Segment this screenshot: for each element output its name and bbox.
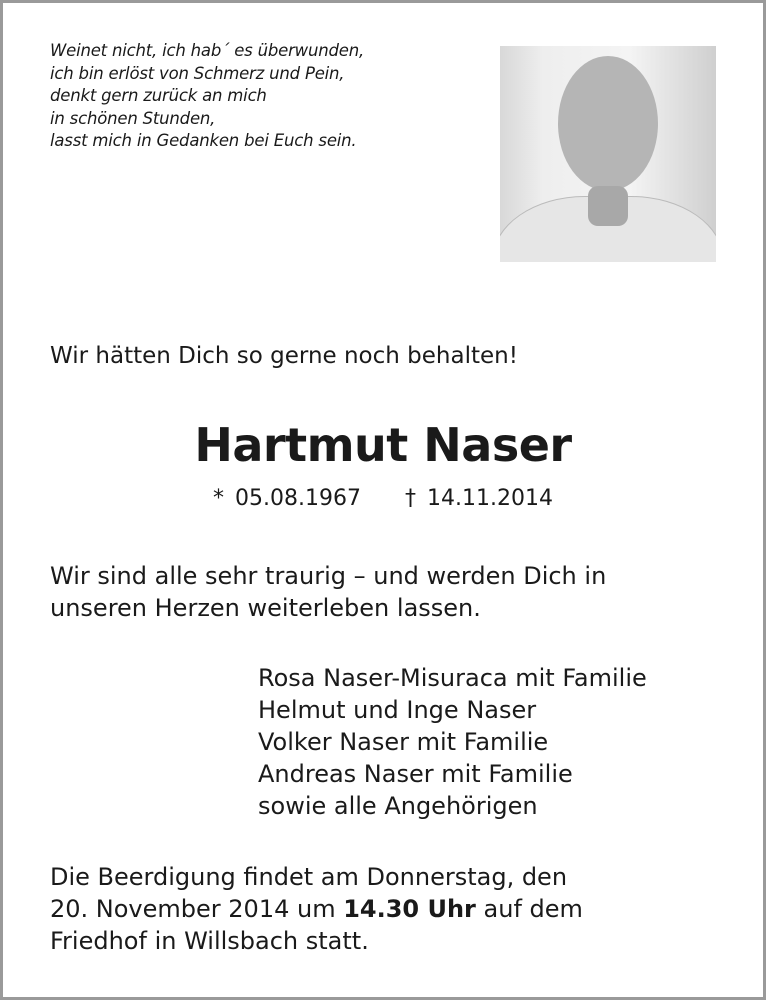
mourner: sowie alle Angehörigen [258, 792, 538, 820]
funeral-line [50, 893, 583, 925]
poem [50, 40, 364, 153]
portrait-photo [500, 46, 716, 262]
poem-line: ich bin erlöst von Schmerz und Pein, [50, 63, 345, 83]
mourner: Helmut und Inge Naser [258, 696, 537, 724]
mourners-list [258, 662, 647, 822]
lead-line: Wir hätten Dich so gerne noch behalten! [50, 343, 518, 369]
message [50, 560, 606, 624]
poem-line: in schönen Stunden, [50, 108, 216, 128]
life-dates [0, 486, 766, 511]
mourner: Rosa Naser-Misuraca mit Familie [258, 664, 647, 692]
poem-line: Weinet nicht, ich hab´ es überwunden, [50, 41, 364, 60]
death-date: † 14.11.2014 [404, 486, 553, 511]
funeral-line: Die Beerdigung findet am Donnerstag, den [50, 863, 568, 891]
deceased-name: Hartmut Naser [194, 418, 572, 472]
mourner: Andreas Naser mit Familie [258, 760, 573, 788]
poem-line: lasst mich in Gedanken bei Euch sein. [50, 131, 357, 150]
message-line: unseren Herzen weiterleben lassen. [50, 594, 481, 622]
birth-date: * 05.08.1967 [213, 486, 361, 511]
funeral-date: 20. November 2014 um [50, 895, 344, 923]
funeral-time: 14.30 Uhr [343, 895, 476, 923]
poem-line: denkt gern zurück an mich [50, 86, 267, 105]
mourner: Volker Naser mit Familie [258, 728, 549, 756]
funeral-line: Friedhof in Willsbach statt. [50, 927, 369, 955]
funeral-text: auf dem [475, 895, 583, 923]
funeral-notice [50, 861, 583, 957]
message-line: Wir sind alle sehr traurig – und werden Dich in [50, 562, 607, 590]
